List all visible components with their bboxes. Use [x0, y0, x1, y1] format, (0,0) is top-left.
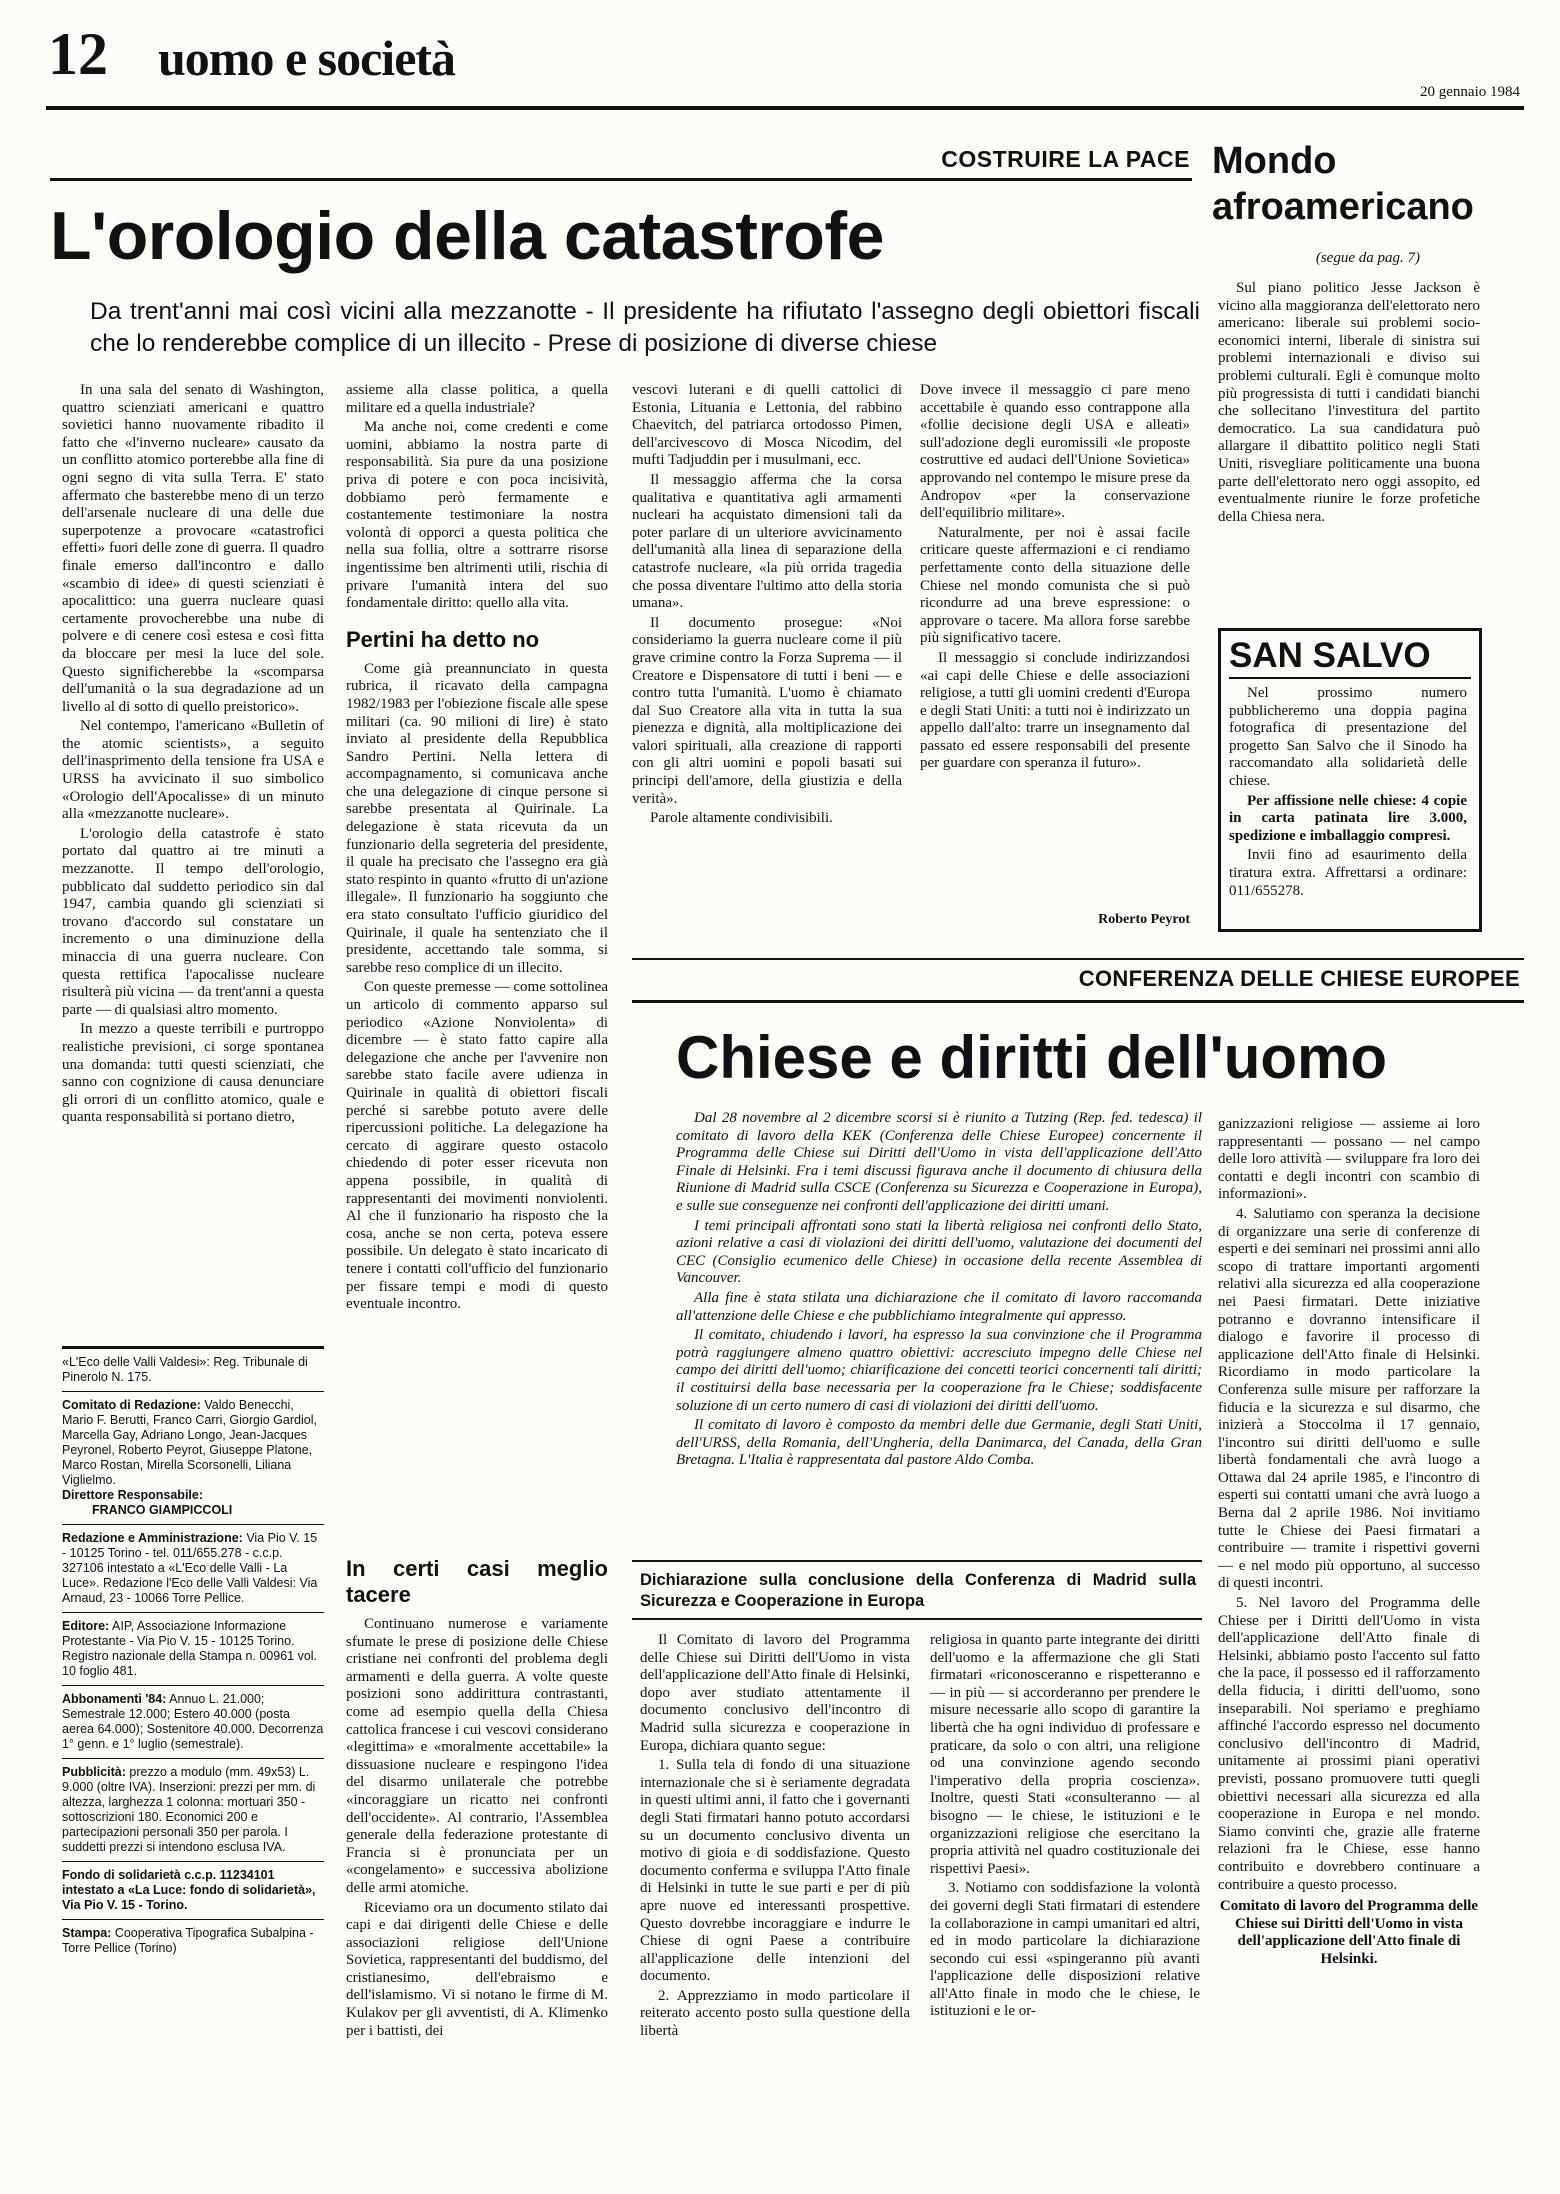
paragraph: Il comitato, chiudendo i lavori, ha espresso la sua convinzione che il Programma potrà raggiungere almeno quattro obiettivi: accresciuto impegno delle Chiese nel campo dei diritti dell'uomo; chiarificazione dei concetti teorici concernenti tali diritti; il costituirsi della base necessaria per la cooperazione fra le Chiese; soddisfacente soluzione di un certo numero di casi di violazioni dei diritti dell'uomo.	[676, 1327, 1202, 1414]
article4-intro	[676, 1110, 1202, 1542]
paragraph: 5. Nel lavoro del Programma delle Chiese per i Diritti dell'Uomo in vista dell'applicazione dell'Atto finale di Helsinki, abbiamo posto l'accento sul fatto che la pace, il possesso ed il rafforzamento della fiducia, i diritti dell'uomo, sono inseparabili. Noi speriamo e preghiamo affinché l'accordo espresso nel documento conclusivo dell'incontro di Madrid, unitamente ai prossimi piani operativi previsti, possano promuovere tutti quegli obiettivi necessari alla sicurezza ed alla cooperazione in Europa e nel mondo. Siamo convinti che, grazie alle fraterne relazioni fra le Chiese, esse hanno contribuito e dovrebbero continuare a contribuire a questo processo.	[1218, 1595, 1480, 1893]
paragraph: Il Comitato di lavoro del Programma delle Chiese sui Diritti dell'Uomo in vista dell'applicazione dell'Atto finale di Helsinki, dopo aver studiato attentamente il documento conclusivo dell'incontro di Madrid sulla sicurezza e cooperazione in Europa, dichiara quanto segue:	[640, 1632, 910, 1754]
sansalvo-box	[1218, 628, 1482, 932]
article1-headline: L'orologio della catastrofe	[50, 198, 884, 274]
article1-col2	[346, 382, 608, 1532]
declaration-rule	[632, 1560, 1202, 1562]
paragraph: Alla fine è stata stilata una dichiarazione che il comitato di lavoro raccomanda all'attenzione delle Chiese e che pubblichiamo integralmente qui appresso.	[676, 1289, 1202, 1324]
paragraph: Dal 28 novembre al 2 dicembre scorsi si è riunito a Tutzing (Rep. fed. tedesca) il comitato di lavoro della KEK (Conferenza delle Chiese Europee) concernente il Programma delle Chiese sui Diritti dell'Uomo in vista dell'applicazione dell'Atto Finale di Helsinki. Fra i temi discussi figurava anche il documento di chiusura della Riunione di Madrid sulla CSCE (Conferenza su Sicurezza e Cooperazione in Europa), e sulle sue conseguenze nei confronti dell'applicazione dei diritti umani.	[676, 1110, 1202, 1214]
colophon-item: Fondo di solidarietà c.c.p. 11234101 intestato a «La Luce: fondo di solidarietà», Via Pio V. 15 - Torino.	[62, 1862, 324, 1920]
paragraph: Parole altamente condivisibili.	[650, 810, 833, 827]
colophon-item: «L'Eco delle Valli Valdesi»: Reg. Tribunale di Pinerolo N. 175.	[62, 1349, 324, 1392]
colophon-item: Redazione e Amministrazione: Via Pio V. 15 - 10125 Torino - tel. 011/655.278 - c.c.p. 327106 intestato a «L'Eco delle Valli - La Luce». Redazione l'Eco delle Valli Valdesi: Via Arnaud, 23 - 10066 Torre Pellice.	[62, 1525, 324, 1613]
paragraph: Il messaggio afferma che la corsa qualitativa e quantitativa agli armamenti nucleari ha acquistato dimensioni tali da poter parlare di un ulteriore avvicinamento dell'umanità alla linea di separazione della catastrofe nucleare, «la più orrida tragedia che possa diventare l'ultimo atto della storia umana».	[632, 471, 902, 612]
paragraph: Naturalmente, per noi è assai facile criticare queste affermazioni e ci rendiamo perfettamente conto della situazione delle Chiese nel mondo comunista che si può ricondurre ad una breve espressione: o approvare o tacere. Ma allora forse sarebbe più significativo tacere.	[920, 524, 1190, 647]
article1-col1	[62, 382, 324, 1302]
article1-deck: Da trent'anni mai così vicini alla mezzanotte - Il presidente ha rifiutato l'assegno degli obiettori fiscali che lo renderebbe complice di un illecito - Prese di posizione di diverse chiese	[90, 298, 1200, 357]
article4-right-col	[1218, 1116, 1480, 2180]
paragraph: Come già preannunciato in questa rubrica, il ricavato della campagna 1982/1983 per l'obiezione fiscale alle spese militari (ca. 90 milioni di lire) è stato inviato al presidente della Repubblica Sandro Pertini. Nella lettera di accompagnamento, si comunicava anche che una delegazione di cinque persone si sarebbe presentata al Quirinale. La delegazione è stata ricevuta da un funzionario della segreteria del presidente, il quale ha precisato che l'assegno era già stato respinto in quanto «frutto di un'azione illegale». Il funzionario ha soggiunto che era stato consultato l'ufficio giuridico del Quirinale, il quale ha sentenziato che il presidente, accettando tale somma, si sarebbe reso complice di un illecito.	[346, 660, 608, 976]
paragraph: Ma anche noi, come credenti e come uomini, abbiamo la nostra parte di responsabilità. Sia pure da una posizione priva di potere e con poca incisività, dobbiamo però fermamente e costantemente testimoniare la nostra volontà di opporci a questa politica che nella sua follia, oltre a sottrarre risorse ingentissime ben altrimenti utili, rischia di privare l'umanità intera del suo fondamentale diritto: quello alla vita.	[346, 419, 608, 612]
page-number: 12	[48, 21, 108, 87]
kicker-rule	[50, 178, 1192, 181]
masthead-rule	[46, 106, 1524, 110]
article1-col3	[632, 382, 902, 932]
declaration-col1	[640, 1632, 910, 2180]
colophon-item: Stampa: Cooperativa Tipografica Subalpina - Torre Pellice (Torino)	[62, 1926, 314, 1955]
sansalvo-body	[1229, 685, 1467, 902]
paragraph: religiosa in quanto parte integrante dei diritti dell'uomo e la affermazione che gli Stati firmatari «riconosceranno e rispetteranno e — in più — si accorderanno per prendere le misure necessarie allo scopo di garantire la libertà che ha ogni individuo di professare e praticare, da solo o con altri, una religione od una convinzione agendo secondo l'imperativo della propria coscienza». Inoltre, questi Stati «consulteranno — al bisogno — le chiese, le istituzioni e le organizzazioni religiose che esercitano la propria attività nel quadro costituzionale dei rispettivi Paesi».	[930, 1632, 1200, 1877]
sansalvo-title: SAN SALVO	[1229, 635, 1471, 679]
paragraph: 3. Notiamo con soddisfazione la volontà dei governi degli Stati firmatari di estendere la collaborazione in campi umanitari ed altri, ed in modo particolare la dichiarazione secondo cui essi «spingeranno più avanti l'applicazione delle disposizioni relative all'Atto finale in modo che le chiese, le istituzioni e le or-	[930, 1880, 1200, 2020]
article4-kicker: CONFERENZA DELLE CHIESE EUROPEE	[1078, 966, 1520, 991]
paragraph: Invii fino ad esaurimento della tiratura extra. Affrettarsi a ordinare: 011/655278.	[1229, 847, 1467, 899]
paragraph: I temi principali affrontati sono stati la libertà religiosa nei confronti dello Stato, azioni relative a casi di violazioni dei diritti dell'uomo, valutazione dei documenti del CEC (Consiglio ecumenico delle Chiese) in occasione della recente Assemblea di Vancouver.	[676, 1217, 1202, 1287]
paragraph: 4. Salutiamo con speranza la decisione di organizzare una serie di conferenze di esperti e dei seminari nei prossimi anni allo scopo di trattare importanti argomenti relativi alla sicurezza ed alla cooperazione nei Paesi firmatari. Dette iniziative potranno e dovranno intensificare il dialogo e favorire il processo di applicazione dell'Atto finale di Helsinki. Ricordiamo in modo particolare la Conferenza sulle misure per rafforzare la fiducia e la sicurezza e sul disarmo, che inizierà a Stoccolma il 17 gennaio, l'incontro sui diritti dell'uomo e sulle libertà fondamentali che avrà luogo a Ottawa dal 24 aprile 1985, e l'incontro di esperti sui contatti umani che avrà luogo a Berna dal 2 aprile 1986. Noi invitiamo tutte le Chiese dei Paesi firmatari a contribuire — tramite i rispettivi governi — e nel modo più opportuno, al successo di questi incontri.	[1218, 1205, 1480, 1592]
colophon-item: Pubblicità: prezzo a modulo (mm. 49x53) L. 9.000 (oltre IVA). Inserzioni: prezzi per mm. di altezza, larghezza 1 colonna: mortuari 350 - sottoscrizioni 180. Economici 200 e partecipazioni personali 350 per parola. I suddetti prezzi si intendono esclusa IVA.	[62, 1759, 324, 1862]
article2-continuation: (segue da pag. 7)	[1315, 250, 1420, 266]
declaration-underline	[632, 1618, 1202, 1620]
article1-col4	[920, 382, 1190, 952]
paragraph: vescovi luterani e di quelli cattolici di Estonia, Lituania e Lettonia, del rabbino Chaevitch, del patriarca ortodosso Pimen, dell'arcivescovo di Mosca Nicodim, del mufti Tadjuddin per i musulmani, ecc.	[632, 382, 902, 469]
paragraph: 1. Sulla tela di fondo di una situazione internazionale che si è seriamente degradata in questi ultimi anni, il fatto che i governanti degli Stati firmatari hanno potuto accordarsi su un documento conclusivo diventa un motivo di gioia e di soddisfazione. Questo documento conferma e sviluppa l'Atto finale di Helsinki in tutte le sue parti e per di più apre nuove ed interessanti prospettive. Questo dovrebbe incoraggiare e indurre le Chiese di ogni Paese a contribuire all'applicazione delle intenzioni del documento.	[640, 1757, 910, 1985]
paragraph: In una sala del senato di Washington, quattro scienziati americani e quattro sovietici hanno nuovamente ribadito il fatto che «l'inverno nucleare» causato da un conflitto atomico porterebbe alla fine di ogni segno di vita sulla Terra. E' stato affermato che basterebbe meno di un terzo dell'arsenale nucleare di una delle due superpotenze a provocare «catastrofici effetti» fuori delle zone di guerra. Il quadro finale emerso dall'incontro e dallo «scambio di idee» di questi scienziati è apocalittico: una guerra nucleare quasi certamente provocherebbe una nube di polvere e di cenere così estesa e così fitta da bloccare per mesi la luce del sole. Questo significherebbe la «scomparsa dell'umanità o la sua degradazione ad un livello al di sotto di quello preistorico».	[62, 382, 324, 715]
paragraph: In mezzo a queste terribili e purtroppo realistiche previsioni, ci sorge spontanea una domanda: tutti questi scienziati, che sanno con cognizione di causa denunciare gli orrori di un conflitto atomico, quale e quanta responsabilità si portano dietro,	[62, 1021, 324, 1126]
paragraph: Dove invece il messaggio ci pare meno accettabile è quando esso contrappone alla «follie decisione degli USA e alleati» sull'adozione degli euromissili «le proposte costruttive ed audaci dell'Unione Sovietica» approvando nel contempo le misure prese da Andropov «per la conservazione dell'equilibrio militare».	[920, 382, 1190, 522]
article3	[346, 1556, 608, 2176]
colophon-item: Editore: AIP, Associazione Informazione Protestante - Via Pio V. 15 - 10125 Torino. Registro nazionale della Stampa n. 00961 vol. 10 foglio 481.	[62, 1613, 324, 1686]
paragraph: ganizzazioni religiose — assieme ai loro rappresentanti — possano — nel campo delle loro attività — sviluppare fra loro dei contatti e degli incontri con scambio di informazioni».	[1218, 1116, 1480, 1203]
paragraph: Con queste premesse — come sottolinea un articolo di commento apparso sul periodico «Azione Nonviolenta» di dicembre — è stato fatto capire alla delegazione che anche per l'avvenire non sarebbe stato facile avere udienza in Quirinale in qualità di obiettori fiscali perché si sarebbe potuto avere delle ripercussioni politiche. La delegazione ha cercato di aggirare questo ostacolo chiedendo di poter esser ricevuta non appena possibile, in qualità di rappresentanti dei movimenti nonviolenti. Al che il funzionario ha risposto che la cosa, anche se non certa, poteva essere possibile. Un delegato è stato incaricato di tenere i contatti coll'ufficio del funzionario per fissare tempi e modi di questo eventuale incontro.	[346, 979, 608, 1313]
paragraph: 2. Apprezziamo in modo particolare il reiterato accento posto sulla questione della libertà	[640, 1987, 910, 2040]
paragraph: Il messaggio si conclude indirizzandosi «ai capi delle Chiese e delle associazioni religiose, a tutti gli uomini credenti d'Europa e degli Stati Uniti: a tutti noi è indirizzato un appello dall'alto: trarre un insegnamento dal passato ed essere responsabili del presente per guardare con speranza il futuro».	[920, 649, 1190, 772]
paragraph: Il comitato di lavoro è composto da membri delle due Germanie, degli Stati Uniti, dell'URSS, della Romania, dell'Ungheria, della Danimarca, del Canada, della Gran Bretagna. L'Italia è rappresentata dal pastore Aldo Comba.	[676, 1417, 1202, 1469]
paragraph: Il documento prosegue: «Noi consideriamo la guerra nucleare come il più grave crimine contro la Forza Suprema — il Creatore e Dispensatore di tutti i beni — e contro tutta l'umanità. L'uomo è chiamato dal Suo Creatore alla vita in tutta la sua pienezza e dignità, alla moltiplicazione dei valori spirituali, alla creazione di rapporti con gli altri uomini e popoli basati sui principi dell'amore, della giustizia e della verità».	[632, 614, 902, 807]
article4-kicker-rule	[632, 1000, 1524, 1003]
subhead-pertini: Pertini ha detto no	[346, 626, 540, 652]
colophon-item: Comitato di Redazione: Valdo Benecchi, Mario F. Berutti, Franco Carri, Giorgio Gardiol, Marcella Gay, Adriano Longo, Jean-Jacques Peyronel, Roberto Peyrot, Giuseppe Platone, Marco Rostan, Mirella Scorsonelli, Liliana Viglielmo. Direttore Responsabile: FRANCO GIAMPICCOLI	[62, 1392, 324, 1525]
article1-kicker: COSTRUIRE LA PACE	[941, 146, 1190, 172]
declaration-title: Dichiarazione sulla conclusione della Conferenza di Madrid sulla Sicurezza e Cooperazione in Europa	[640, 1571, 1196, 1610]
subhead-tacere: In certi casi meglio tacere	[346, 1556, 608, 1607]
paragraph: Nel prossimo numero pubblicheremo una doppia pagina fotografica di presentazione del progetto San Salvo che il Sinodo ha raccomandato alla solidarietà delle chiese.	[1229, 685, 1467, 789]
paragraph: Riceviamo ora un documento stilato dai capi e dai dirigenti delle Chiese e delle associazioni religiose dell'Unione Sovietica, rappresentanti del buddismo, del cristianesimo, dell'ebraismo e dell'islamismo. Vi si notano le firme di M. Kulakov per gli avventisti, di A. Klimenko per i battisti, dei	[346, 1899, 608, 2039]
colophon	[62, 1346, 324, 2181]
article4-headline: Chiese e diritti dell'uomo	[676, 1024, 1388, 1091]
article4-signoff: Comitato di lavoro del Programma delle Chiese sui Diritti dell'Uomo in vista dell'applicazione dell'Atto finale di Helsinki.	[1219, 1898, 1479, 1967]
paragraph: assieme alla classe politica, a quella militare ed a quella industriale?	[346, 382, 608, 416]
paragraph: Nel contempo, l'americano «Bulletin of the atomic scientists», a seguito dell'inasprimento della tensione fra USA e URSS ha avvicinato il suo simbolico «Orologio dell'Apocalisse» di un minuto alla «mezzanotte nucleare».	[62, 718, 324, 823]
paragraph: Sul piano politico Jesse Jackson è vicino alla maggioranza dell'elettorato nero americano: liberale sui problemi socio-economici interni, liberale di sinistra sui problemi internazionali e diviso sui problemi culturali. Egli è comunque molto più progressista di tutti i candidati bianchi che sollecitano l'investitura del partito democratico. La sua candidatura può allargare il dibattito politico negli Stati Uniti, risvegliare politicamente una buona parte dell'elettorato nero oggi assopito, ed eventualmente riunire le forze profetiche della Chiesa nera.	[1218, 280, 1480, 525]
article1-signature: Roberto Peyrot	[1098, 912, 1190, 927]
article4-top-rule	[632, 958, 1524, 960]
article2-headline: Mondo afroamericano	[1212, 140, 1474, 228]
section-title: uomo e società	[158, 30, 456, 86]
paragraph: Per affissione nelle chiese: 4 copie in carta patinata lire 3.000, spedizione e imballaggio compresi.	[1229, 792, 1467, 844]
declaration-col2	[930, 1632, 1200, 2180]
colophon-item: Abbonamenti '84: Annuo L. 21.000; Semestrale 12.000; Estero 40.000 (posta aerea 64.000); Sostenitore 40.000. Decorrenza 1° genn. e 1° luglio (semestrale).	[62, 1686, 324, 1759]
paragraph: L'orologio della catastrofe è stato portato dal quattro ai tre minuti a mezzanotte. Il tempo dell'orologio, pubblicato dal suddetto periodico sin dal 1947, cambia quando gli scienziati si trovano d'accordo sul constatare un incremento o una diminuzione della minaccia di una guerra nucleare. Con questa rettifica l'apocalisse nucleare risulterà più vicina — da trent'anni a questa parte — di qualsiasi altro momento.	[62, 825, 324, 1018]
article2-body	[1218, 280, 1480, 600]
issue-date: 20 gennaio 1984	[1420, 84, 1520, 100]
paragraph: Continuano numerose e variamente sfumate le prese di posizione delle Chiese cristiane nei confronti del problema degli armamenti e della guerra. A volte queste posizioni sono addirittura contrastanti, come ad esempio quella della Chiesa cattolica francese i cui vescovi considerano «legittima» e «moralmente accettabile» la dissuasione nucleare e respingono l'idea del disarmo unilaterale che potrebbe «incoraggiare un ricatto nei confronti dell'occidente». Al contrario, l'Assemblea generale della federazione protestante di Francia si è pronunciata per un «congelamento» e successiva abolizione delle armi atomiche.	[346, 1616, 608, 1896]
